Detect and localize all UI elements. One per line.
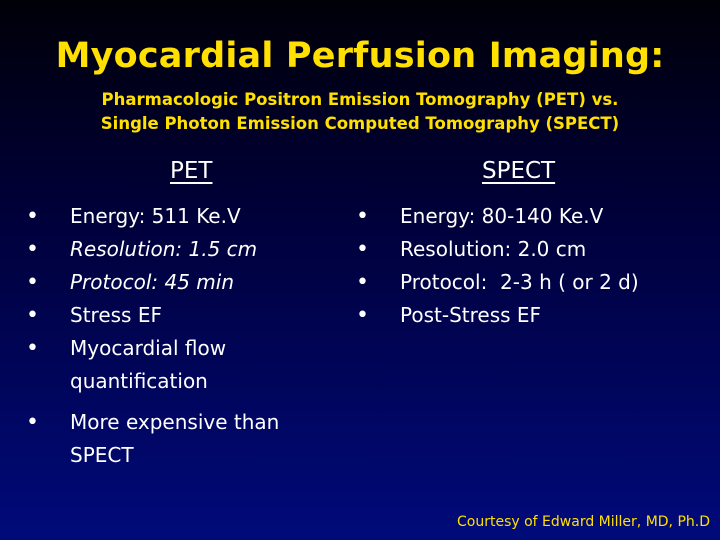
slide-subtitle — [60, 88, 660, 136]
pet-bullet-text-line-1: • Myocardial flow — [70, 336, 227, 360]
pet-bullet-flow-quantification — [12, 332, 342, 398]
pet-bullet-resolution — [12, 233, 342, 266]
pet-bullet-text: Stress EF — [70, 303, 162, 327]
subtitle-line-2: Single Photon Emission Computed Tomography (SPECT) — [100, 114, 620, 133]
spect-column-heading: SPECT — [482, 158, 556, 184]
spect-bullet-text: Resolution: 2.0 cm — [400, 237, 587, 261]
pet-column-heading: PET — [170, 158, 213, 184]
pet-bullet-cost — [12, 406, 342, 472]
pet-bullet-text: Resolution: 1.5 cm — [70, 237, 258, 261]
spect-bullet-protocol — [342, 266, 720, 299]
pet-bullet-text: Energy: 511 Ke.V — [70, 204, 241, 228]
pet-bullet-text: Protocol: 45 min — [70, 270, 235, 294]
pet-bullet-energy — [12, 200, 342, 233]
pet-bullet-stress-ef — [12, 299, 342, 332]
spect-bullet-resolution — [342, 233, 720, 266]
spect-bullet-list — [342, 200, 720, 332]
subtitle-line-1: Pharmacologic Positron Emission Tomography (PET) vs. — [101, 90, 619, 109]
pet-bullet-text-line-2: SPECT — [70, 443, 134, 467]
courtesy-credit: Courtesy of Edward Miller, MD, Ph.D — [457, 514, 710, 530]
pet-bullet-list — [12, 200, 342, 472]
spect-bullet-text: Post-Stress EF — [400, 303, 542, 327]
spect-bullet-post-stress-ef — [342, 299, 720, 332]
pet-bullet-text-line-2: quantification — [70, 369, 208, 393]
spect-bullet-text: Protocol: 2-3 h ( or 2 d) — [400, 270, 639, 294]
pet-bullet-protocol — [12, 266, 342, 299]
spect-bullet-energy — [342, 200, 720, 233]
slide-title: Myocardial Perfusion Imaging: — [55, 36, 665, 76]
spect-bullet-text: Energy: 80-140 Ke.V — [400, 204, 604, 228]
pet-bullet-text-line-1: • More expensive than — [70, 410, 280, 434]
